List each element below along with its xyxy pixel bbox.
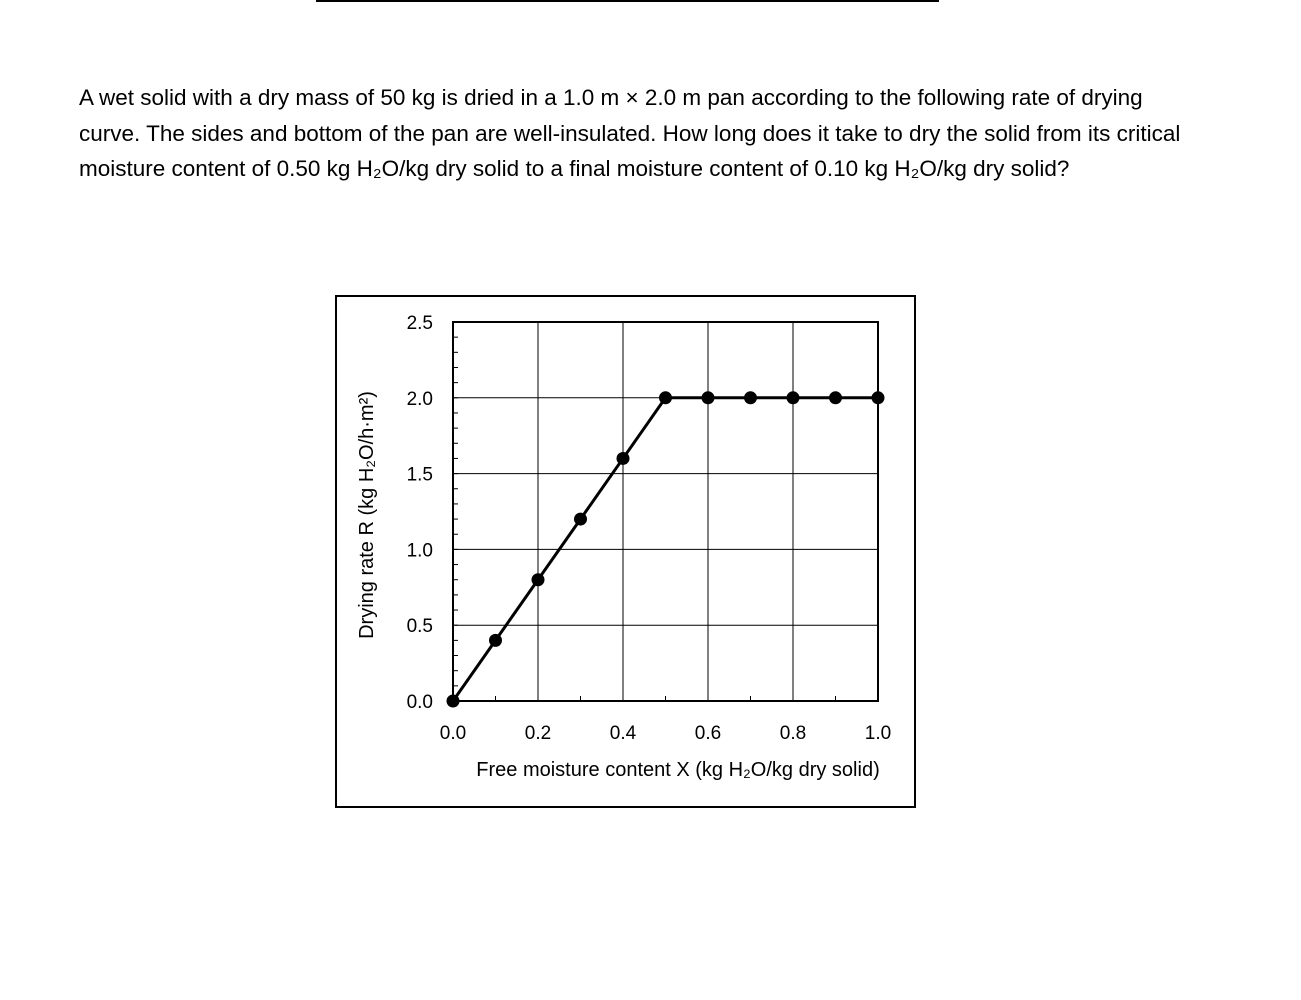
problem-statement: A wet solid with a dry mass of 50 kg is dried in a 1.0 m × 2.0 m pan according to the following rate of drying curve. The sides and bottom of the pan are well-insulated. How long does it take to dry the solid from its critical moisture content of 0.50 kg H₂O/kg dry solid to a final moisture content of 0.10 kg H₂O/kg dry solid? bbox=[79, 85, 1181, 181]
x-tick-labels bbox=[440, 723, 891, 744]
data-point-0-7 bbox=[744, 391, 757, 404]
grid-lines bbox=[453, 322, 878, 701]
data-point-0-5 bbox=[659, 391, 672, 404]
x-axis-title: Free moisture content X (kg H₂O/kg dry solid) bbox=[476, 759, 880, 781]
y-tick-label-5: 2.5 bbox=[406, 313, 433, 334]
x-tick-label-2: 0.4 bbox=[609, 723, 637, 744]
x-tick-label-5: 1.0 bbox=[864, 723, 892, 744]
data-point-0-9 bbox=[829, 391, 842, 404]
x-tick-label-1: 0.2 bbox=[524, 723, 552, 744]
x-tick-label-3: 0.6 bbox=[694, 723, 722, 744]
y-tick-label-2: 1.0 bbox=[406, 540, 433, 562]
data-point-0-1 bbox=[489, 634, 502, 647]
data-point-0-8 bbox=[787, 391, 800, 404]
data-point-0-2 bbox=[532, 573, 545, 586]
data-point-0-3 bbox=[574, 513, 587, 526]
plot-area-border bbox=[453, 322, 878, 701]
y-tick-label-0: 0.0 bbox=[406, 692, 433, 713]
y-tick-label-4: 2.0 bbox=[406, 388, 433, 410]
axis-ticks bbox=[453, 322, 878, 701]
y-tick-labels bbox=[407, 313, 433, 713]
data-point-0-4 bbox=[617, 452, 630, 465]
y-tick-label-3: 1.5 bbox=[406, 464, 433, 486]
x-tick-label-4: 0.8 bbox=[779, 723, 807, 744]
data-point-0-6 bbox=[702, 391, 715, 404]
data-point-0-0 bbox=[447, 695, 460, 708]
y-tick-label-1: 0.5 bbox=[406, 616, 433, 638]
x-tick-label-0: 0.0 bbox=[439, 723, 467, 744]
y-axis-title: Drying rate R (kg H₂O/h·m²) bbox=[356, 391, 378, 639]
data-point-0-10 bbox=[872, 391, 885, 404]
